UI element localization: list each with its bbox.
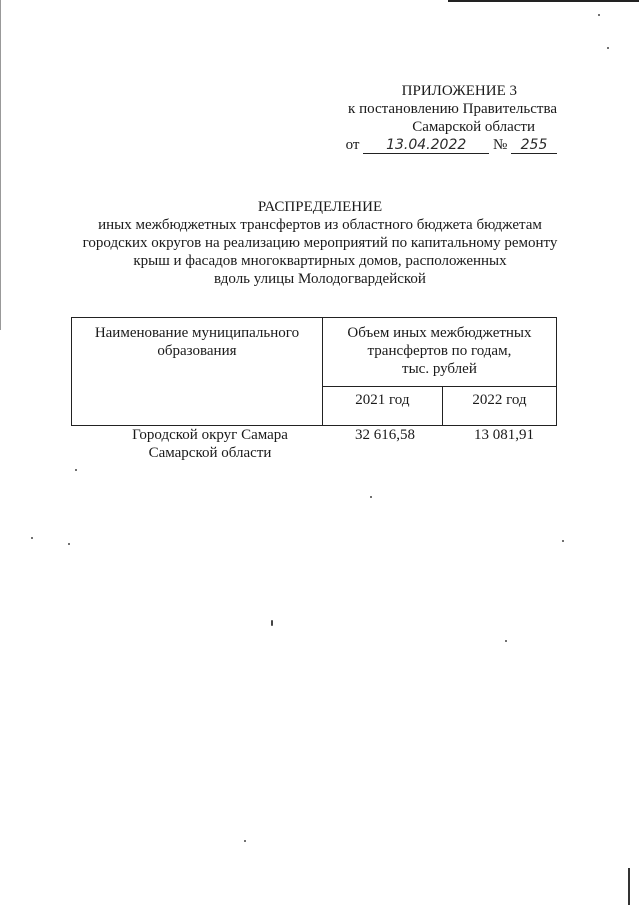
title-line: иных межбюджетных трансфертов из областного бюджета бюджетам xyxy=(98,217,542,233)
title-line: крыш и фасадов многоквартирных домов, расположенных xyxy=(133,253,507,269)
header-year-2022: 2022 год xyxy=(442,387,556,426)
scan-speck xyxy=(31,537,33,539)
row-name-line: Самарской области xyxy=(148,445,272,461)
appendix-title: ПРИЛОЖЕНИЕ 3 xyxy=(401,83,517,99)
title-line: вдоль улицы Молодогвардейской xyxy=(214,271,426,287)
scan-edge-top xyxy=(448,0,639,2)
scan-speck xyxy=(244,840,246,842)
distribution-table xyxy=(71,317,557,426)
document-title xyxy=(60,198,580,288)
scan-speck xyxy=(598,14,600,16)
header-municipality-line: образования xyxy=(157,343,237,359)
date-prefix: от xyxy=(345,137,360,153)
scan-speck xyxy=(505,640,507,642)
row-value-2021: 32 616,58 xyxy=(355,427,415,443)
row-name-line: Городской округ Самара xyxy=(132,427,288,443)
scan-speck xyxy=(607,47,609,49)
header-volume-line: Объем иных межбюджетных xyxy=(347,325,532,341)
scan-speck xyxy=(271,620,273,626)
appendix-block xyxy=(317,82,557,154)
header-transfers-volume xyxy=(322,318,556,387)
scan-speck xyxy=(370,496,372,498)
handwritten-date: 13.04.2022 xyxy=(363,137,489,154)
appendix-dateline xyxy=(317,136,557,154)
scan-speck xyxy=(68,543,70,545)
handwritten-number: 255 xyxy=(511,137,557,154)
appendix-region: Самарской области xyxy=(412,119,535,135)
scan-edge-right xyxy=(628,868,630,905)
header-volume-unit: тыс. рублей xyxy=(402,361,477,377)
header-year-2021: 2021 год xyxy=(322,387,442,426)
row-value-2022: 13 081,91 xyxy=(474,427,534,443)
header-municipality-line: Наименование муниципального xyxy=(94,325,300,341)
scan-edge-left xyxy=(0,0,1,330)
number-prefix: № xyxy=(492,137,508,153)
appendix-resolution: к постановлению Правительства xyxy=(348,101,557,117)
scan-speck xyxy=(562,540,564,542)
header-volume-line: трансфертов по годам, xyxy=(367,343,512,359)
title-heading: РАСПРЕДЕЛЕНИЕ xyxy=(257,199,383,215)
header-municipality xyxy=(72,318,323,426)
row-municipality-name xyxy=(100,426,320,462)
scan-speck xyxy=(75,469,77,471)
title-line: городских округов на реализацию мероприятий по капитальному ремонту xyxy=(82,235,558,251)
